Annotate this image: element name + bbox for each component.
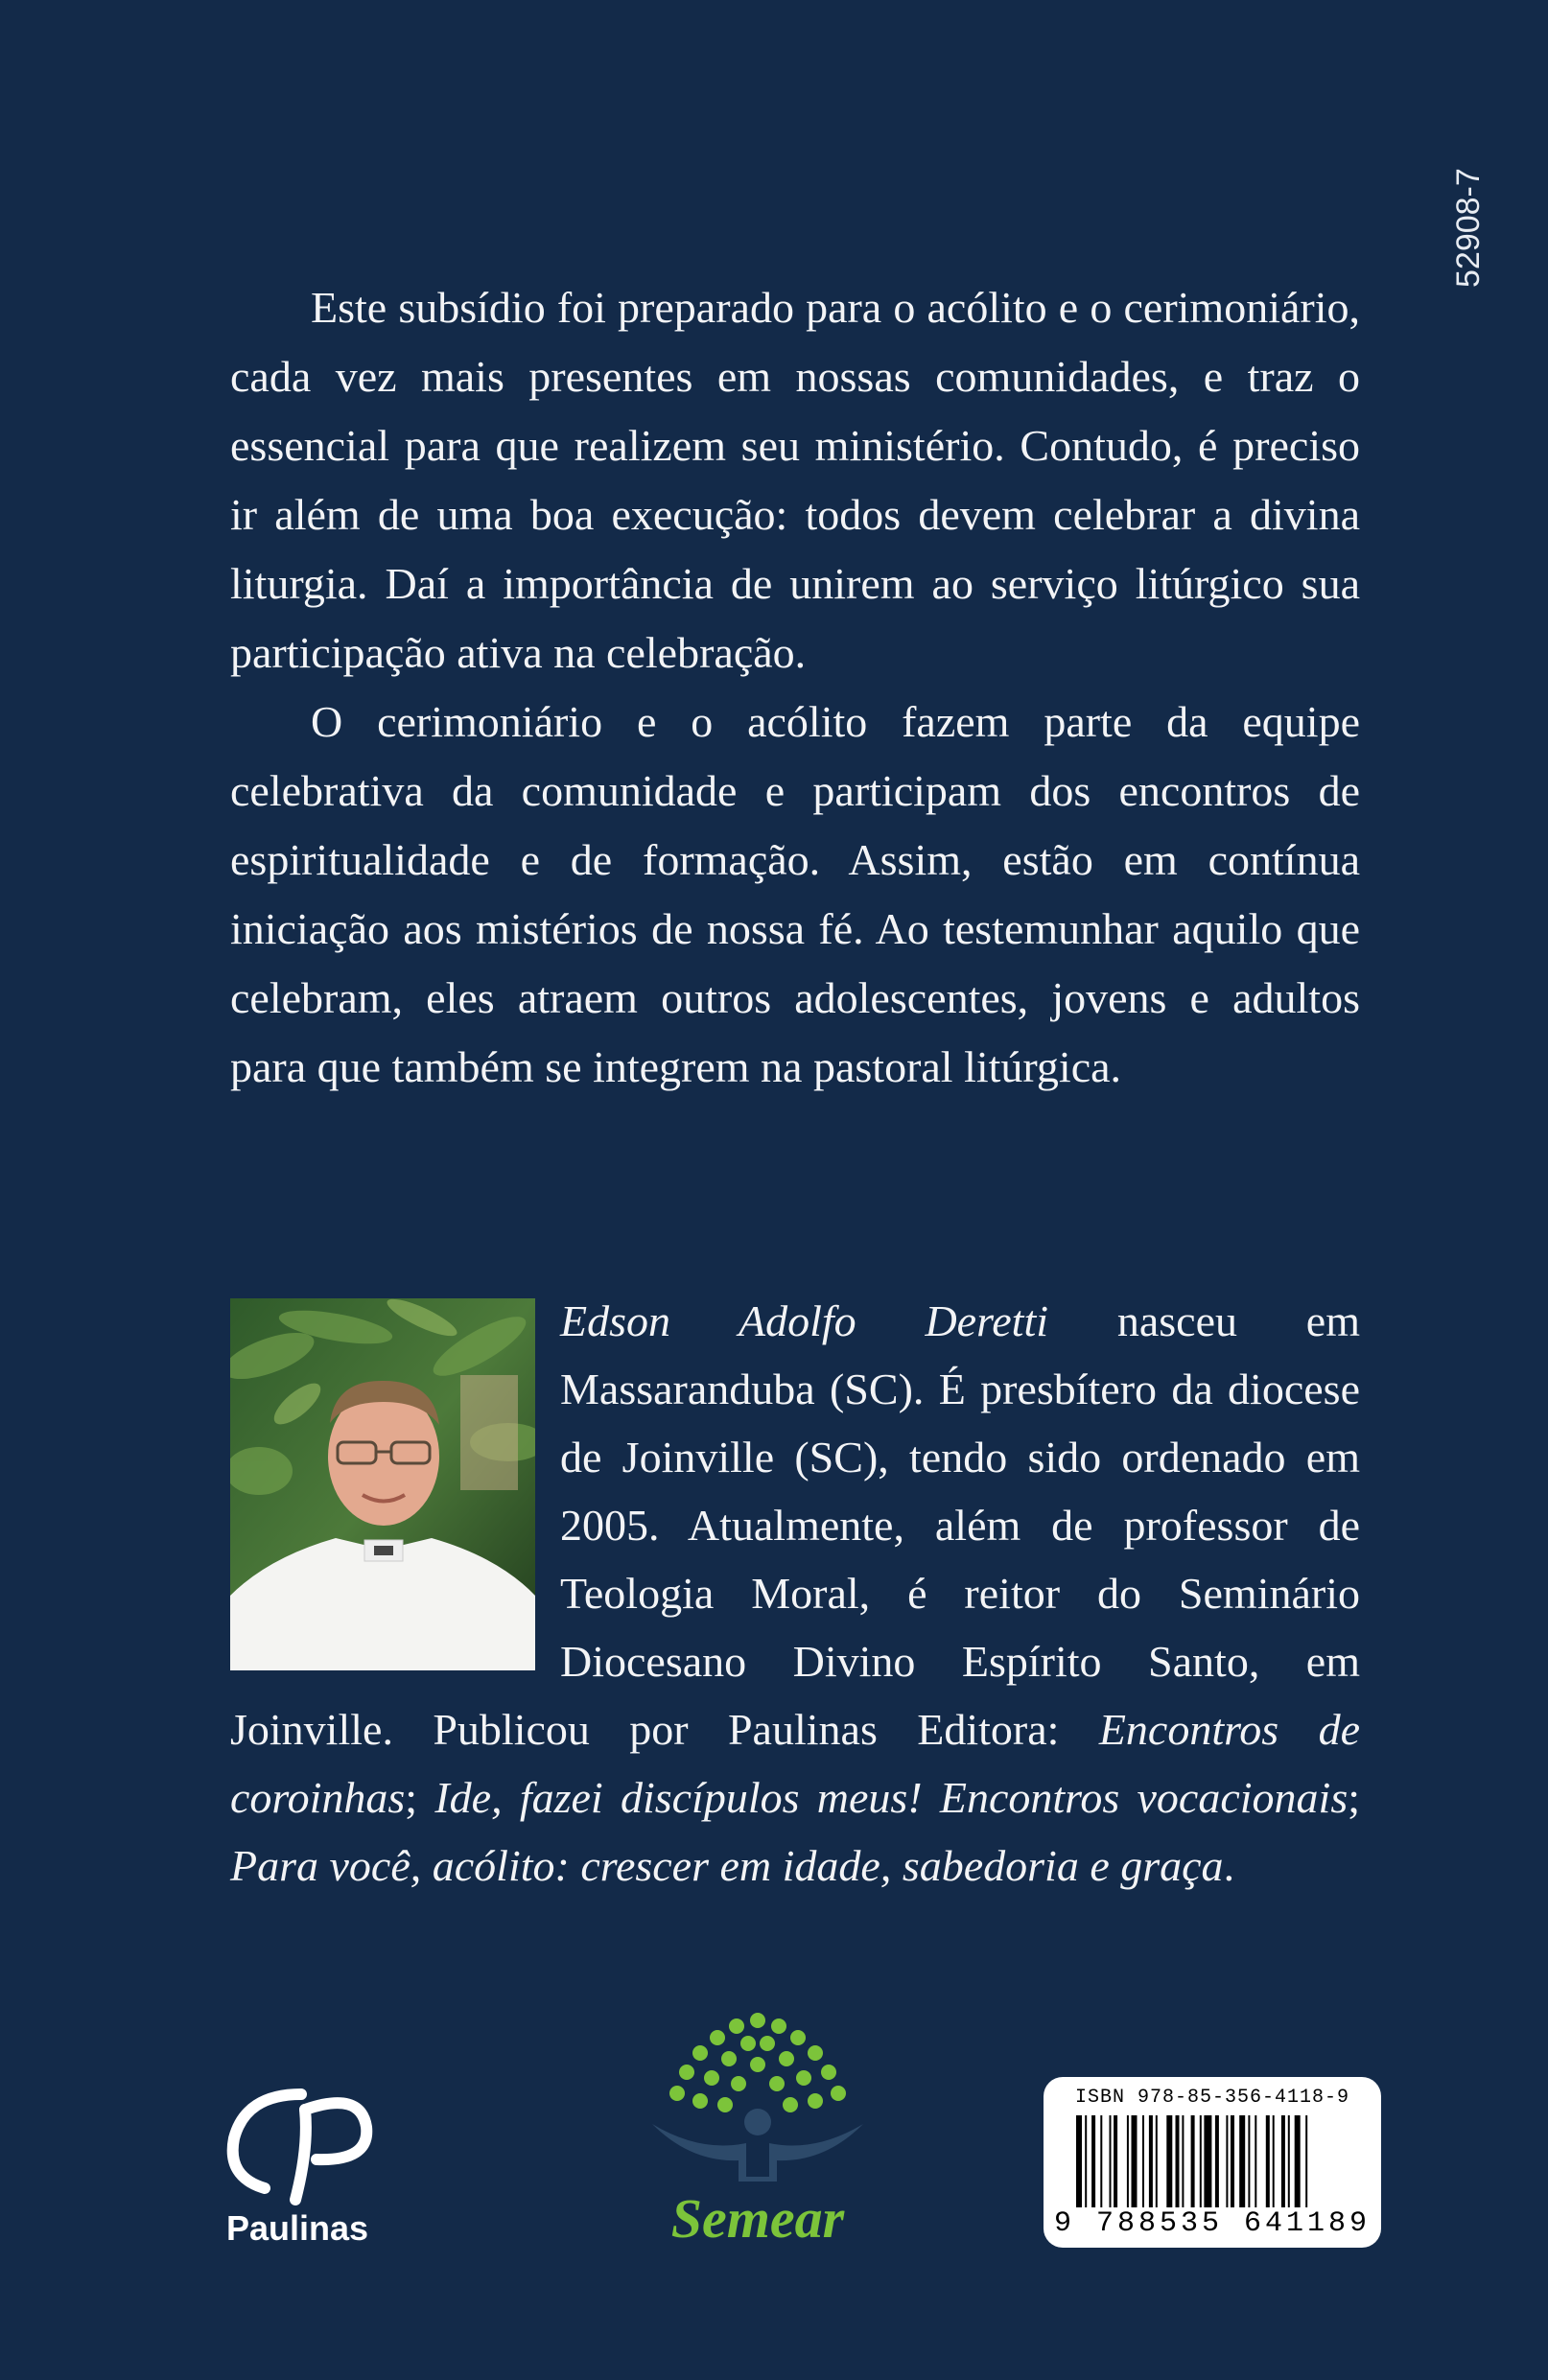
barcode [1044,2077,1381,2248]
synopsis-paragraph-2: O cerimoniário e o acólito fazem parte da equipe celebrativa da comunidade e participam dos encontros de espiritualidade e de formação. Assim, estão em contínua iniciação aos mistérios de nossa fé. Ao testemunhar aquilo que celebram, eles atraem outros adolescentes, jovens e adultos para que também se integrem na pastoral litúrgica. [230,697,1360,1091]
tree-icon [633,2009,882,2201]
paulinas-logo [217,2081,399,2248]
author-bio-text: nasceu em Massaranduba (SC). É presbítero da diocese de Joinville (SC), tendo sido ordenado em 2005. Atualmente, além de professor de Teologia Moral, é reitor do Seminário Diocesano Divino Espírito Santo, em Joinville. Publicou por Paulinas Editora: [230,1296,1360,1754]
separator: ; [1348,1773,1360,1822]
synopsis-paragraph-1: Este subsídio foi preparado para o acólito e o cerimoniário, cada vez mais presentes em nossas comunidades, e traz o essencial para que realizem seu ministério. Contudo, é preciso ir além de uma boa execução: todos devem celebrar a divina liturgia. Daí a importância de unirem ao serviço litúrgico sua participação ativa na celebração. [230,283,1360,677]
book-title-3: Para você, acólito: crescer em idade, sabedoria e graça [230,1841,1224,1890]
book-title-2: Ide, fazei discípulos meus! Encontros vocacionais [434,1773,1349,1822]
period: . [1223,1841,1235,1890]
synopsis [230,273,1360,1102]
author-bio [230,1287,1360,1900]
separator: ; [405,1773,435,1822]
spine-code: 52908-7 [1450,168,1487,288]
author-name: Edson Adolfo Deretti [560,1296,1049,1345]
isbn-label: ISBN 978-85-356-4118-9 [1074,2087,1350,2109]
paulinas-name: Paulinas [226,2208,369,2248]
ean-number: 9 788535 641189 [1053,2207,1372,2240]
author-photo [230,1298,535,1670]
paulinas-mark-icon [217,2081,399,2205]
book-title-1: Encontros de coroinhas [230,1705,1361,1822]
semear-name: Semear [670,2187,845,2250]
semear-logo [633,2009,882,2258]
barcode-bars [1076,2115,1354,2207]
